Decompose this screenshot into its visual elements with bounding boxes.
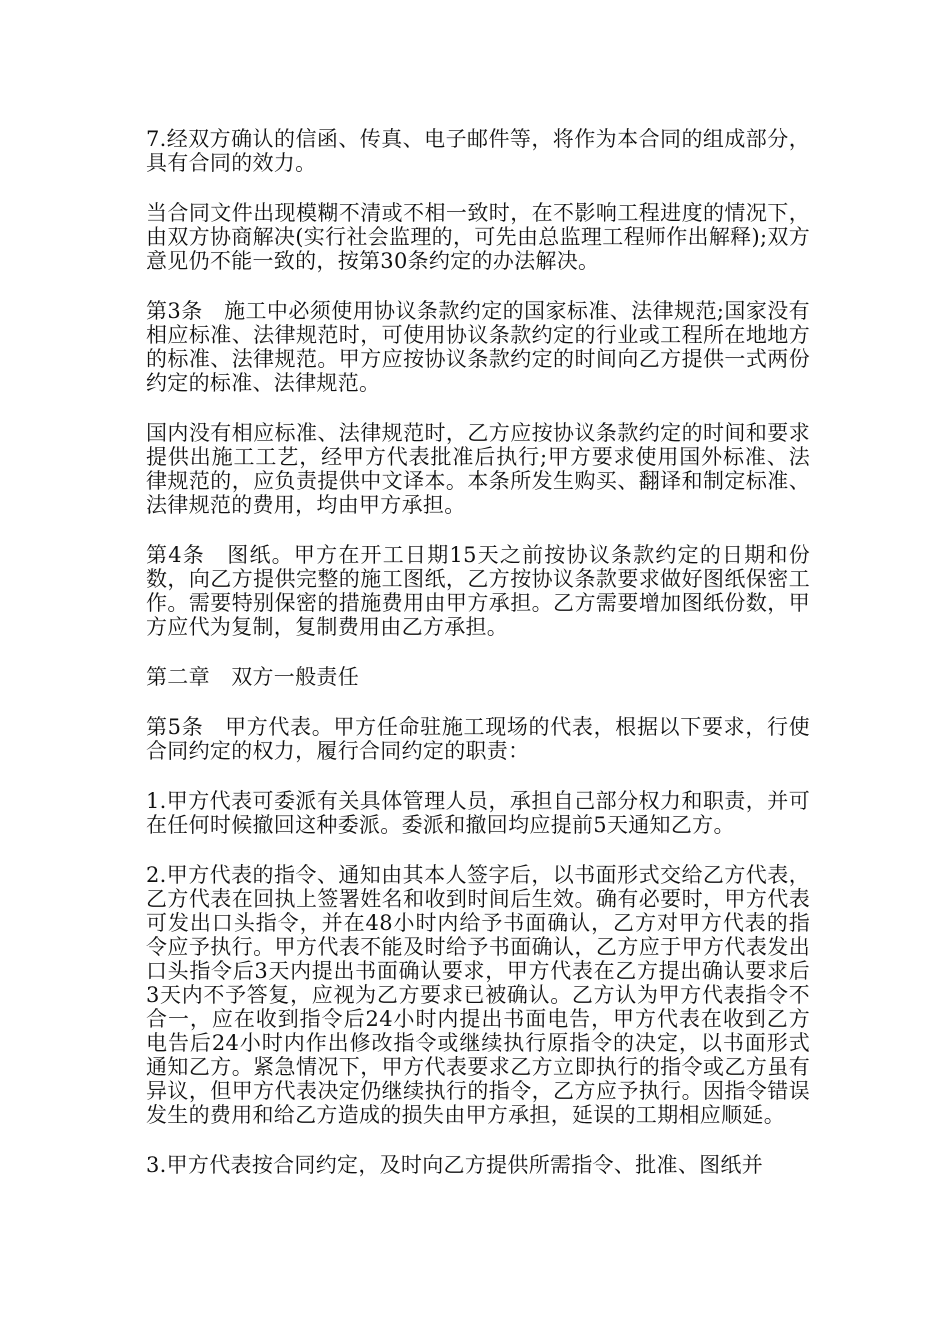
paragraph-article-4: 第4条 图纸。甲方在开工日期15天之前按协议条款约定的日期和份数，向乙方提供完整的施工图纸，乙方按协议条款要求做好图纸保密工作。需要特别保密的措施费用由甲方承担。乙方需要增加图纸份数，甲方应代为复制，复制费用由乙方承担。 [146, 543, 810, 639]
document-page [146, 127, 810, 1203]
paragraph-article-3: 第3条 施工中必须使用协议条款约定的国家标准、法律规范;国家没有相应标准、法律规范时，可使用协议条款约定的行业或工程所在地地方的标准、法律规范。甲方应按协议条款约定的时间向乙方提供一式两份约定的标准、法律规范。 [146, 299, 810, 395]
paragraph-clause-7: 7.经双方确认的信函、传真、电子邮件等，将作为本合同的组成部分，具有合同的效力。 [146, 127, 810, 175]
paragraph-foreign-standards: 国内没有相应标准、法律规范时，乙方应按协议条款约定的时间和要求提供出施工工艺，经甲方代表批准后执行;甲方要求使用国外标准、法律规范的，应负责提供中文译本。本条所发生购买、翻译和制定标准、法律规范的费用，均由甲方承担。 [146, 421, 810, 517]
paragraph-item-3: 3.甲方代表按合同约定，及时向乙方提供所需指令、批准、图纸并 [146, 1153, 764, 1177]
chapter-heading: 第二章 双方一般责任 [146, 665, 359, 689]
paragraph-article-5: 第5条 甲方代表。甲方任命驻施工现场的代表，根据以下要求，行使合同约定的权力，履行合同约定的职责： [146, 715, 810, 763]
paragraph-item-1: 1.甲方代表可委派有关具体管理人员，承担自己部分权力和职责，并可在任何时候撤回这种委派。委派和撤回均应提前5天通知乙方。 [146, 789, 810, 837]
paragraph-ambiguity: 当合同文件出现模糊不清或不相一致时，在不影响工程进度的情况下，由双方协商解决(实行社会监理的，可先由总监理工程师作出解释);双方意见仍不能一致的，按第30条约定的办法解决。 [146, 201, 810, 273]
paragraph-item-2: 2.甲方代表的指令、通知由其本人签字后，以书面形式交给乙方代表，乙方代表在回执上签署姓名和收到时间后生效。确有必要时，甲方代表可发出口头指令，并在48小时内给予书面确认，乙方对甲方代表的指令应予执行。甲方代表不能及时给予书面确认，乙方应于甲方代表发出口头指令后3天内提出书面确认要求，甲方代表在乙方提出确认要求后3天内不予答复，应视为乙方要求已被确认。乙方认为甲方代表指令不合一，应在收到指令后24小时内提出书面电告，甲方代表在收到乙方电告后24小时内作出修改指令或继续执行原指令的决定，以书面形式通知乙方。紧急情况下，甲方代表要求乙方立即执行的指令或乙方虽有异议，但甲方代表决定仍继续执行的指令，乙方应予执行。因指令错误发生的费用和给乙方造成的损失由甲方承担，延误的工期相应顺延。 [146, 863, 810, 1127]
